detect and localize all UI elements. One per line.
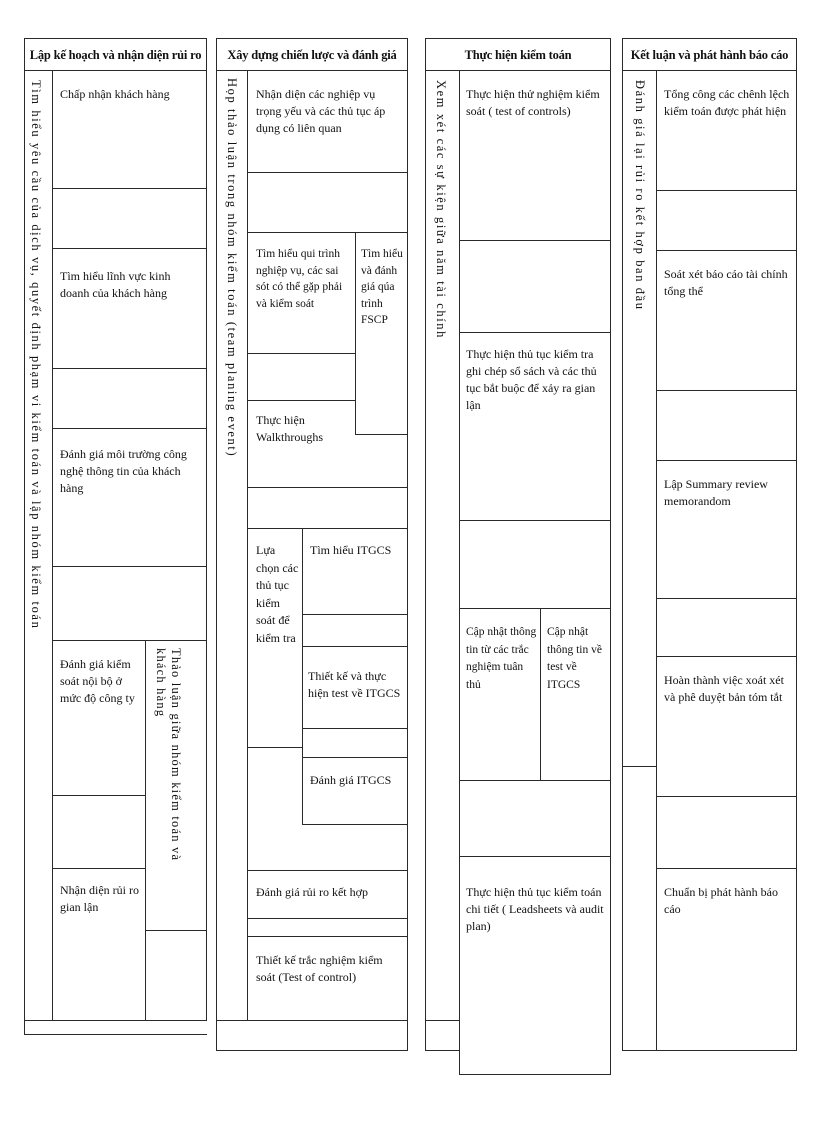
side-label: Tìm hiểu yêu cầu của dịch vụ, quyết định phạm vi kiểm toán và lập nhóm kiểm toán [29, 80, 43, 630]
step-complete-review: Hoàn thành việc xoát xét và phê duyệt bản tóm tắt [664, 673, 784, 704]
step-summarize-differences: Tổng công các chênh lệch kiểm toán được phát hiện [664, 87, 790, 118]
step-prepare-report: Chuẩn bị phát hành báo cáo [664, 885, 778, 916]
step-combined-risk: Đánh giá rủi ro kết hợp [256, 885, 368, 899]
step-update-compliance: Cập nhật thông tin từ các trắc nghiệm tuân thủ [466, 626, 537, 691]
step-process-understanding: Tìm hiểu qui trình nghiệp vụ, các sai sót có thể gặp phải và kiểm soát [256, 248, 343, 310]
side-label: Họp thảo luận trong nhóm kiểm toán (team planing event) [225, 78, 239, 458]
step-test-of-controls: Thực hiện thử nghiệm kiểm soát ( test of controls) [466, 87, 600, 118]
column-header: Xây dựng chiến lược và đánh giá [227, 48, 397, 62]
step-it-environment: Đánh giá môi trường công nghệ thông tin của khách hàng [60, 447, 187, 495]
side-label: Xem xét các sự kiện giữa năm tài chính [434, 80, 448, 340]
column-header: Kết luận và phát hành báo cáo [630, 48, 789, 62]
step-substantive-procedures: Thực hiện thủ tục kiểm toán chi tiết ( Leadsheets và audit plan) [466, 885, 604, 933]
step-itgcs-test: Thiết kế và thực hiện test về ITGCS [308, 669, 401, 700]
step-identify-transactions: Nhận diện các nghiệp vụ trọng yếu và các thủ tục áp dụng có liên quan [256, 87, 386, 135]
column-header: Thực hiện kiểm toán [464, 48, 572, 62]
step-itgcs-understanding: Tìm hiểu ITGCS [310, 543, 392, 557]
step-internal-control: Đánh giá kiểm soát nội bộ ở mức độ công ty [60, 657, 135, 705]
step-fraud-risk: Nhận diện rủi ro gian lận [60, 883, 139, 914]
step-design-toc: Thiết kế trắc nghiệm kiểm soát (Test of control) [256, 953, 383, 984]
step-review-financials: Soát xét báo cáo tài chính tổng thể [664, 267, 788, 298]
step-update-itgcs: Cập nhật thông tin về test về ITGCS [547, 626, 602, 691]
step-business-understanding: Tìm hiểu lĩnh vực kinh doanh của khách hàng [60, 269, 171, 300]
column-header: Lập kế hoạch và nhận diện rủi ro [29, 48, 202, 62]
step-itgcs-evaluate: Đánh giá ITGCS [310, 773, 392, 787]
step-fraud-procedures: Thực hiện thủ tục kiểm tra ghi chép sổ sách và các thủ tục bắt buộc để xảy ra gian lận [466, 347, 597, 412]
side-label-secondary: Thảo luận giữa nhóm kiểm toán và khách hàng [154, 648, 183, 862]
side-label: Đánh giá lại rủi ro kết hợp ban đầu [633, 80, 647, 311]
step-select-controls: Lựa chọn các thủ tục kiểm soát để kiểm tra [256, 543, 299, 645]
step-walkthroughs: Thực hiện Walkthroughs [256, 413, 324, 444]
step-client-acceptance: Chấp nhận khách hàng [60, 87, 170, 101]
step-fscp: Tìm hiểu và đánh giá qúa trình FSCP [361, 248, 403, 326]
step-summary-memo: Lập Summary review memorandom [664, 477, 768, 508]
